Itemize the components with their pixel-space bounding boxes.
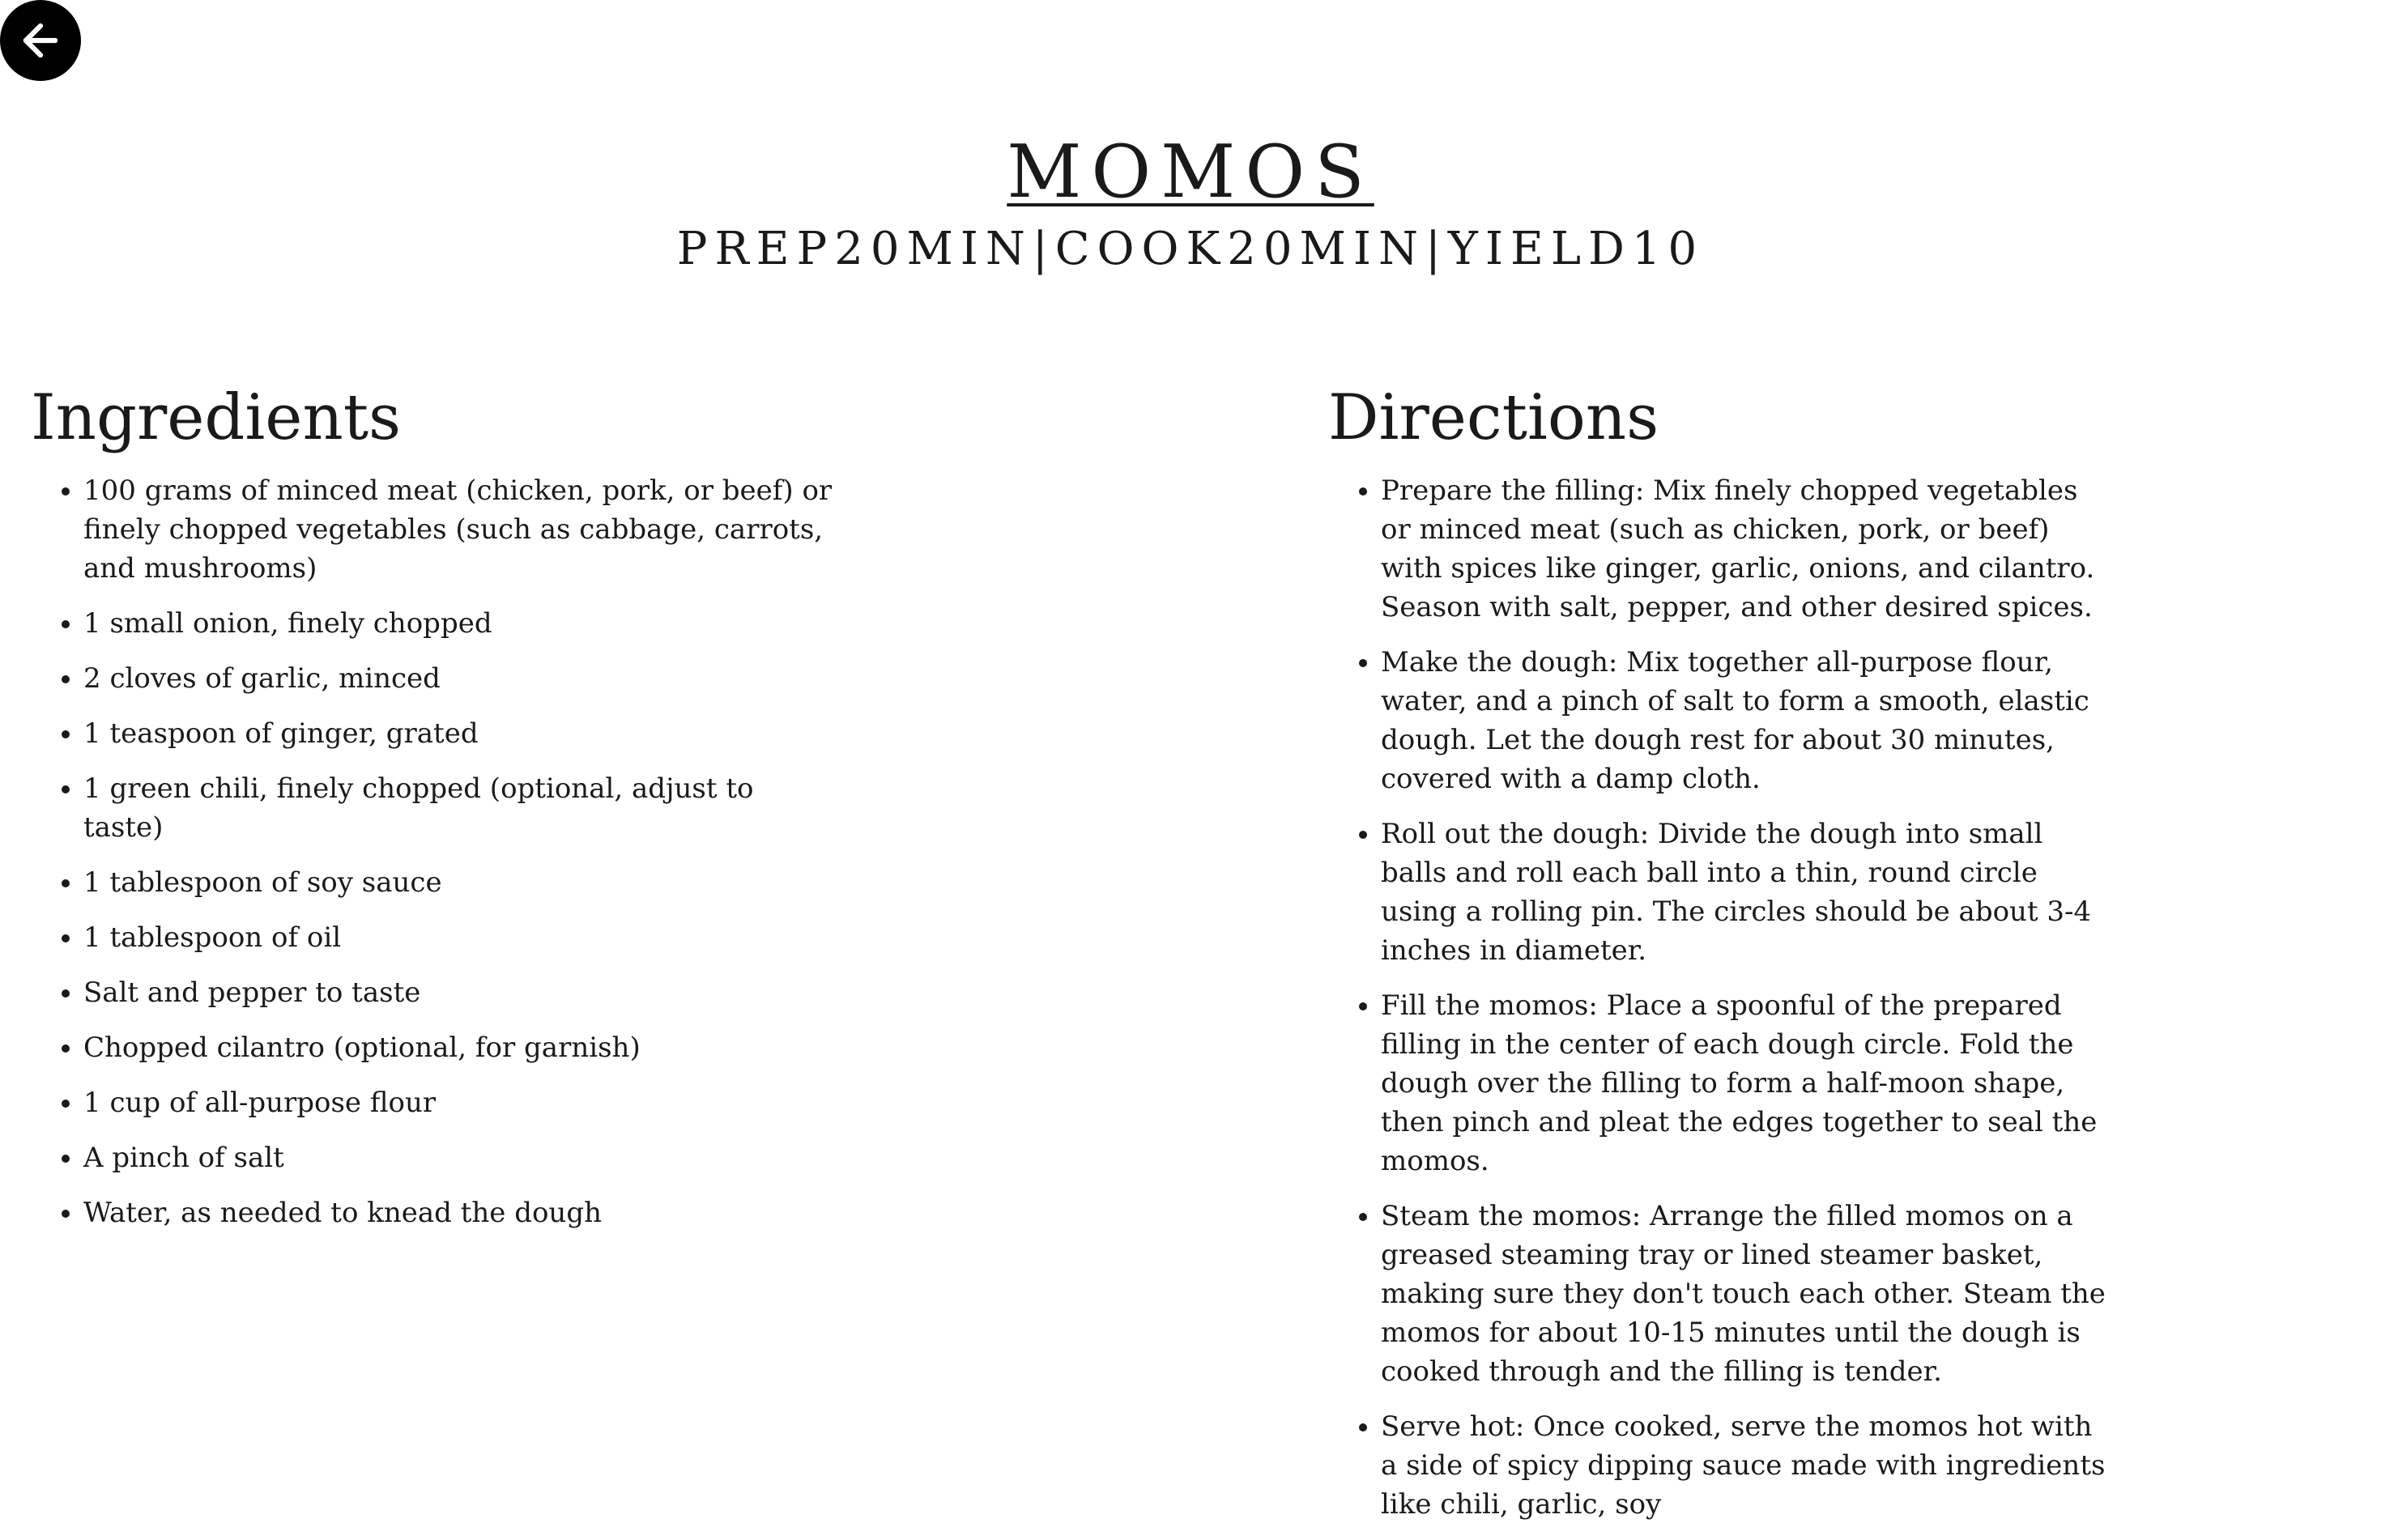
ingredient-item: • A pinch of salt: [83, 1138, 841, 1177]
ingredient-item: • 1 tablespoon of oil: [83, 918, 841, 957]
ingredient-item: • Chopped cilantro (optional, for garnish): [83, 1028, 841, 1067]
direction-step: • Make the dough: Mix together all-purpose flour, water, and a pinch of salt to form a smooth, elastic dough. Let the dough rest for about 30 minutes, covered with a damp cloth.: [1381, 643, 2106, 798]
back-button[interactable]: [0, 0, 81, 81]
recipe-meta: PREP20MIN|COOK20MIN|YIELD10: [676, 223, 1705, 275]
ingredient-item: • 1 green chili, finely chopped (optional, adjust to taste): [83, 769, 841, 847]
direction-step: • Fill the momos: Place a spoonful of the prepared filling in the center of each dough circle. Fold the dough over the filling to form a half-moon shape, then pinch and pleat the edges together to seal the momos.: [1381, 986, 2106, 1181]
directions-list: [1328, 471, 2106, 1524]
directions-heading: Directions: [1328, 381, 1659, 454]
ingredients-section: [31, 381, 841, 1249]
ingredient-item: • 1 tablespoon of soy sauce: [83, 863, 841, 902]
ingredient-item: • 2 cloves of garlic, minced: [83, 659, 841, 698]
directions-section: [1328, 381, 2106, 1540]
ingredient-item: • 1 cup of all-purpose flour: [83, 1083, 841, 1122]
ingredient-item: • 1 teaspoon of ginger, grated: [83, 714, 841, 753]
direction-step: • Serve hot: Once cooked, serve the momos hot with a side of spicy dipping sauce made with ingredients like chili, garlic, soy: [1381, 1407, 2106, 1524]
arrow-left-icon: [15, 15, 66, 66]
ingredient-item: • Salt and pepper to taste: [83, 973, 841, 1012]
recipe-title-text: MOMOS: [1007, 130, 1374, 215]
ingredient-item: • 100 grams of minced meat (chicken, pork, or beef) or finely chopped vegetables (such as cabbage, carrots, and mushrooms): [83, 471, 841, 588]
direction-step: • Steam the momos: Arrange the filled momos on a greased steaming tray or lined steamer basket, making sure they don't touch each other. Steam the momos for about 10-15 minutes until the dough is cooked through and the filling is tender.: [1381, 1197, 2106, 1391]
ingredients-heading: Ingredients: [31, 381, 402, 454]
ingredients-list: [31, 471, 841, 1232]
direction-step: • Prepare the filling: Mix finely chopped vegetables or minced meat (such as chicken, pork, or beef) with spices like ginger, garlic, onions, and cilantro. Season with salt, pepper, and other desired spices.: [1381, 471, 2106, 627]
direction-step: • Roll out the dough: Divide the dough into small balls and roll each ball into a thin, round circle using a rolling pin. The circles should be about 3-4 inches in diameter.: [1381, 815, 2106, 970]
ingredient-item: • Water, as needed to knead the dough: [83, 1193, 841, 1232]
recipe-title: [0, 130, 2381, 215]
ingredient-item: • 1 small onion, finely chopped: [83, 604, 841, 643]
